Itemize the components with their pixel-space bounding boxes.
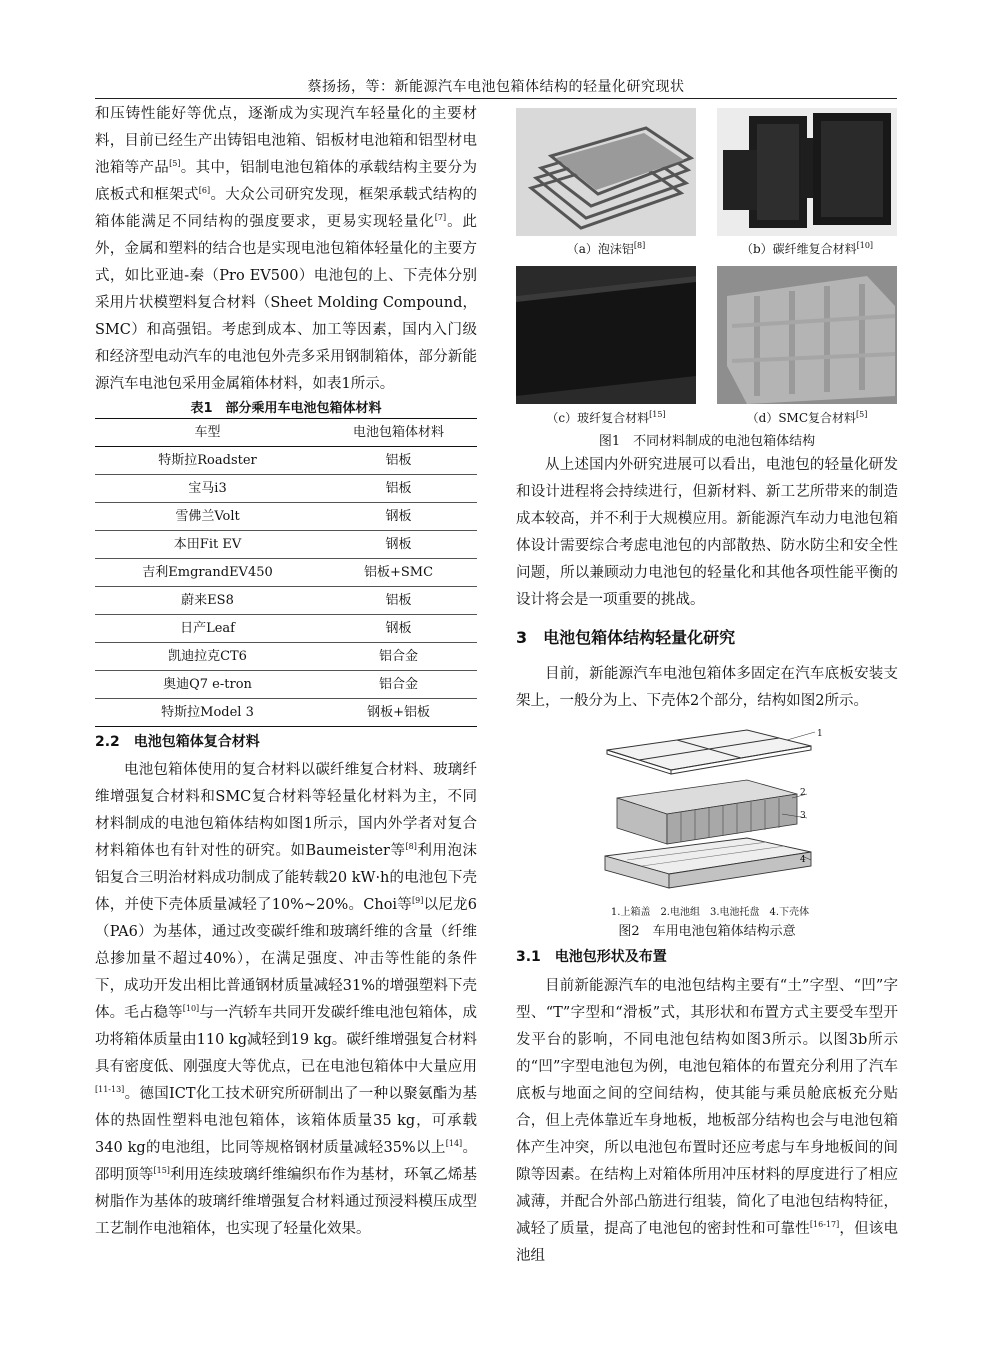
table-cell: 蔚来ES8	[181, 593, 234, 608]
right-paragraph-2: 目前，新能源汽车电池包箱体多固定在汽车底板安装支架上，一般分为上、下壳体2个部分，结构如图2所示。	[516, 666, 898, 709]
table-cell: 奥迪Q7 e-tron	[163, 677, 252, 692]
table-row	[95, 671, 477, 699]
photo-foam-aluminum	[516, 108, 696, 236]
table-row	[95, 699, 477, 727]
table-header-row	[95, 419, 477, 447]
table-row	[95, 643, 477, 671]
fig1-caption-b: （b）碳纤维复合材料[10]	[740, 241, 874, 256]
fig2-exploded-diagram	[597, 728, 821, 898]
table-title: 表1 部分乘用车电池包箱体材料	[190, 401, 382, 416]
fig2-title: 图2 车用电池包箱体结构示意	[618, 924, 796, 939]
fig2-label-4: 4	[800, 855, 806, 865]
fig1-title: 图1 不同材料制成的电池包箱体结构	[598, 434, 816, 449]
table-header-cell: 车型	[194, 425, 221, 440]
fig2-label-1: 1	[817, 729, 823, 739]
table-cell: 铝合金	[379, 649, 419, 664]
table-cell: 特斯拉Roadster	[158, 453, 257, 468]
section-heading-3: 3 电池包箱体结构轻量化研究	[516, 628, 736, 647]
table-cell: 铝板	[385, 593, 412, 608]
fig2-label-2: 2	[800, 788, 806, 798]
table-cell: 雪佛兰Volt	[175, 509, 240, 524]
table-row	[95, 615, 477, 643]
table-row	[95, 447, 477, 475]
table-cell: 铝板	[385, 481, 412, 496]
table-cell: 钢板+铝板	[367, 705, 430, 720]
table-row	[95, 559, 477, 587]
table-header-cell: 电池包箱体材料	[353, 425, 445, 440]
fig2-legend: 1.上箱盖 2.电池组 3.电池托盘 4.下壳体	[610, 907, 810, 918]
table-row	[95, 503, 477, 531]
fig1-caption-c: （c）玻纤复合材料[15]	[546, 410, 666, 425]
table-row	[95, 587, 477, 615]
table-cell: 特斯拉Model 3	[161, 705, 254, 720]
photo-carbon-fiber	[717, 108, 897, 236]
table-cell: 铝板+SMC	[363, 565, 434, 580]
table-cell: 铝板	[385, 453, 412, 468]
right-column-lower	[516, 940, 898, 1270]
table-cell: 本田Fit EV	[173, 537, 242, 552]
materials-table	[95, 418, 477, 727]
table-cell: 铝合金	[379, 677, 419, 692]
fig2-label-3: 3	[800, 811, 806, 821]
running-header: 蔡扬扬，等：新能源汽车电池包箱体结构的轻量化研究现状	[95, 76, 897, 99]
table-cell: 吉利EmgrandEV450	[142, 565, 273, 580]
fig1-caption-a: （a）泡沫铝[8]	[566, 241, 646, 256]
table-cell: 宝马i3	[188, 481, 227, 496]
right-paragraph-1: 从上述国内外研究进展可以看出，电池包的轻量化研发和设计进程将会持续进行，但新材料、新工艺所带来的制造成本较高，并不利于大规模应用。新能源汽车动力电池包箱体设计需要综合考虑电池包的内部散热、防水防尘和安全性问题，所以兼顾动力电池包的轻量化和其他各项性能平衡的设计将会是一项重要的挑战。	[516, 457, 898, 608]
table-cell: 凯迪拉克CT6	[168, 649, 247, 664]
photo-smc	[717, 266, 897, 404]
table-row	[95, 531, 477, 559]
table-cell: 钢板	[385, 537, 412, 552]
photo-glass-fiber	[516, 266, 696, 404]
fig1-caption-d: （d）SMC复合材料[5]	[746, 410, 868, 425]
table-cell: 日产Leaf	[180, 621, 235, 636]
table-cell: 钢板	[385, 621, 412, 636]
left-paragraph-2: 电池包箱体使用的复合材料以碳纤维复合材料、玻璃纤维增强复合材料和SMC复合材料等轻量化材料为主，不同材料制成的电池包箱体结构如图1所示，国内外学者对复合材料箱体也有针对性的研究。如Baumeister等[8]利用泡沫铝复合三明治材料成功制成了能转载20 kW·h的电池包下壳体，并使下壳体质量减轻了10%~20%。Choi等[9]以尼龙6（PA6）为基体，通过改变碳纤维和玻璃纤维的含量（纤维总掺加量不超过40%），在满足强度、冲击等性能的条件下，成功开发出相比普通钢材质量减轻31%的增强塑料下壳体。毛占稳等[10]与一汽轿车共同开发碳纤维电池包箱体，成功将箱体质量由110 kg减轻到19 kg。碳纤维增强复合材料具有密度低、刚强度大等优点，已在电池包箱体中大量应用[11-13]。德国ICT化工技术研究所研制出了一种以聚氨酯为基体的热固性塑料电池包箱体，该箱体质量35 kg，可承载340 kg的电池组，比同等规格钢材质量减轻35%以上[14]。邵明顶等[15]利用连续玻璃纤维编织布作为基材，环氧乙烯基树脂作为基体的玻璃纤维增强复合材料通过预浸料模压成型工艺制作电池箱体，也实现了轻量化效果。	[95, 762, 478, 1237]
right-column	[516, 452, 898, 715]
left-column	[95, 101, 477, 1243]
table-row	[95, 475, 477, 503]
section-heading-3-1: 3.1 电池包形状及布置	[516, 949, 667, 965]
table-cell: 钢板	[385, 509, 412, 524]
section-heading-2-2: 2.2 电池包箱体复合材料	[95, 734, 260, 750]
right-paragraph-3: 目前新能源汽车的电池包结构主要有“土”字型、“凹”字型、“T”字型和“滑板”式，其形状和布置方式主要受车型开发平台的影响，不同电池包结构如图3所示。以图3b所示的“凹”字型电池包为例，电池包箱体的布置充分利用了汽车底板与地面之间的空间结构，使其能与乘员舱底板充分贴合，但上壳体靠近车身地板，地板部分结构也会与电池包箱体产生冲突，所以电池包布置时还应考虑与车身地板间的间隙等因素。在结构上对箱体所用冲压材料的厚度进行了相应减薄，并配合外部凸筋进行组装，简化了电池包结构特征，减轻了质量，提高了电池包的密封性和可靠性[16-17]，但该电池组	[516, 978, 898, 1264]
left-paragraph-1: 和压铸性能好等优点，逐渐成为实现汽车轻量化的主要材料，目前已经生产出铸铝电池箱、铝板材电池箱和铝型材电池箱等产品[5]。其中，铝制电池包箱体的承载结构主要分为底板式和框架式[6]。大众公司研究发现，框架承载式结构的箱体能满足不同结构的强度要求，更易实现轻量化[7]。此外，金属和塑料的结合也是实现电池包箱体轻量化的主要方式，如比亚迪-秦（Pro EV500）电池包的上、下壳体分别采用片状模塑料复合材料（Sheet Molding Compound，SMC）和高强铝。考虑到成本、加工等因素，国内入门级和经济型电动汽车的电池包外壳多采用钢制箱体，部分新能源汽车电池包采用金属箱体材料，如表1所示。	[95, 106, 478, 392]
